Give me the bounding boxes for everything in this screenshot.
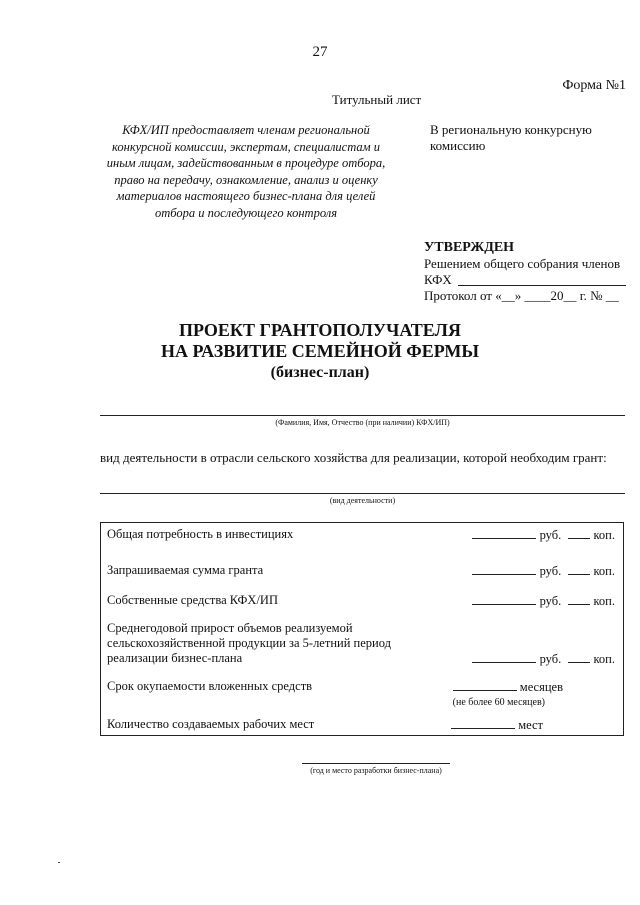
kop-unit: коп. (593, 594, 615, 608)
jobs-unit: мест (518, 718, 543, 732)
name-input-line[interactable] (100, 415, 625, 416)
scan-mark (58, 862, 60, 863)
kop-unit: коп. (593, 564, 615, 578)
approval-protocol-line: Протокол от «__» ____20__ г. № __ (424, 288, 619, 303)
title-line-3: (бизнес-план) (270, 364, 370, 381)
row-value (472, 593, 615, 609)
addressee: В региональную конкурсную комиссию (430, 122, 592, 153)
row-label: Срок окупаемости вложенных средств (107, 679, 313, 693)
kop-field[interactable] (568, 593, 590, 605)
rub-unit: руб. (539, 528, 562, 542)
activity-input-line[interactable] (100, 493, 625, 494)
approval-line-kfh: КФХ (424, 272, 452, 287)
kop-field[interactable] (568, 563, 590, 575)
row-value (451, 717, 543, 733)
page-number: 27 (312, 44, 328, 60)
months-limit-note: (не более 60 месяцев) (452, 697, 545, 708)
rub-unit: руб. (539, 594, 562, 608)
year-place-input-line[interactable] (302, 763, 450, 764)
row-label: Запрашиваемая сумма гранта (107, 563, 264, 577)
rub-field[interactable] (472, 651, 536, 663)
row-value (472, 527, 615, 543)
financial-summary-table (100, 522, 624, 736)
row-label: Количество создаваемых рабочих мест (107, 717, 315, 731)
activity-caption: (вид деятельности) (329, 496, 396, 505)
row-label: Общая потребность в инвестициях (107, 527, 294, 541)
months-field[interactable] (453, 679, 517, 691)
form-number: Форма №1 (562, 78, 626, 93)
rub-unit: руб. (539, 652, 562, 666)
document-title (0, 320, 640, 383)
row-value (453, 679, 563, 710)
row-label: Собственные средства КФХ/ИП (107, 593, 278, 607)
kop-unit: коп. (593, 528, 615, 542)
row-value (472, 651, 615, 667)
title-sheet-label: Титульный лист (332, 92, 422, 107)
approval-line-kfh-row (424, 272, 629, 288)
year-place-caption: (год и место разработки бизнес-плана) (310, 766, 442, 775)
approval-block (424, 240, 629, 304)
rub-field[interactable] (472, 593, 536, 605)
rub-field[interactable] (472, 527, 536, 539)
activity-prompt: вид деятельности в отрасли сельского хозяйства для реализации, которой необходим грант: (100, 450, 607, 465)
row-value (472, 563, 615, 579)
kfh-name-field[interactable] (458, 274, 626, 286)
kop-field[interactable] (568, 527, 590, 539)
months-unit: месяцев (519, 680, 563, 694)
kop-field[interactable] (568, 651, 590, 663)
title-line-2: НА РАЗВИТИЕ СЕМЕЙНОЙ ФЕРМЫ (160, 341, 480, 361)
rub-unit: руб. (539, 564, 562, 578)
consent-statement: КФХ/ИП предоставляет членам региональной конкурсной комиссии, экспертам, специалистам и иным лицам, задействованным в процедуре отбора, право на передачу, ознакомление, анализ и оценку материалов настоящего бизнес-плана для целей отбора и последующего контроля (106, 123, 386, 220)
approval-title: УТВЕРЖДЕН (424, 240, 515, 255)
rub-field[interactable] (472, 563, 536, 575)
approval-line-decision: Решением общего собрания членов (424, 256, 621, 271)
title-line-1: ПРОЕКТ ГРАНТОПОЛУЧАТЕЛЯ (179, 320, 461, 340)
kop-unit: коп. (593, 652, 615, 666)
row-label: Среднегодовой прирост объемов реализуемой сельскохозяйственной продукции за 5-летний период реализации бизнес-плана (107, 621, 391, 665)
jobs-field[interactable] (451, 717, 515, 729)
name-caption: (Фамилия, Имя, Отчество (при наличии) КФХ/ИП) (275, 418, 450, 427)
